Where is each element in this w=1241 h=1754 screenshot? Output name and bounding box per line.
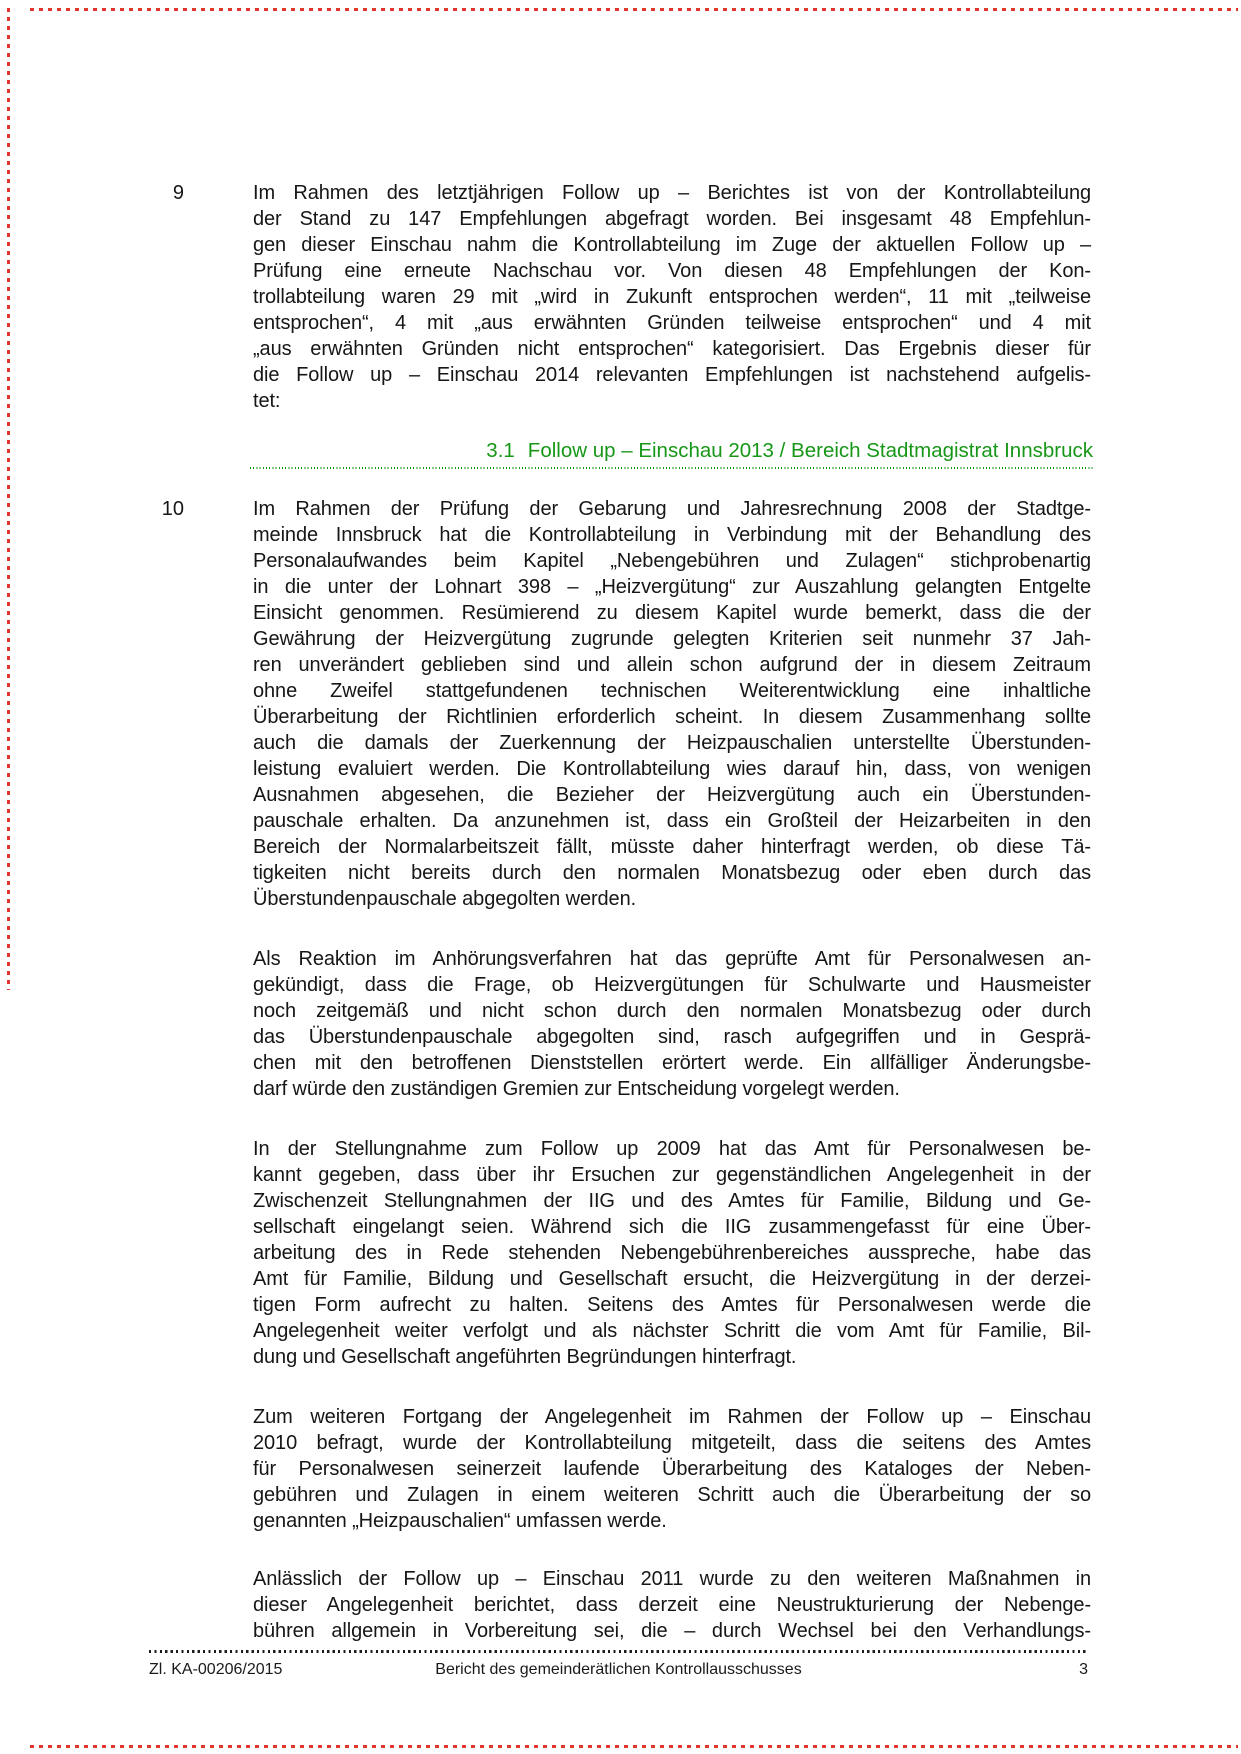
section-heading bbox=[253, 437, 1093, 464]
text-line: meinde Innsbruck hat die Kontrollabteilung in Verbindung mit der Behandlung des bbox=[253, 524, 1091, 546]
text-line: leistung evaluiert werden. Die Kontrollabteilung wies darauf hin, dass, von wenigen bbox=[253, 758, 1091, 780]
text-line: die Follow up – Einschau 2014 relevanten Empfehlungen ist nachstehend aufgelis- bbox=[253, 364, 1091, 386]
paragraph-number-9: 9 bbox=[172, 182, 184, 204]
text-line: auch die damals der Zuerkennung der Heizpauschalien unterstellte Überstunden- bbox=[253, 732, 1091, 754]
text-line: „aus erwähnten Gründen nicht entsprochen“ kategorisiert. Das Ergebnis dieser für bbox=[253, 338, 1091, 360]
text-line: bühren allgemein in Vorbereitung sei, die – durch Wechsel bei den Verhandlungs- bbox=[253, 1620, 1091, 1642]
text-line: tigkeiten nicht bereits durch den normalen Monatsbezug oder eben durch das bbox=[253, 862, 1091, 884]
paragraph-number-10: 10 bbox=[161, 498, 184, 520]
footer-document-title: Bericht des gemeinderätlichen Kontrollausschusses bbox=[435, 1661, 802, 1678]
section-heading-title: Follow up – Einschau 2013 / Bereich Stadtmagistrat Innsbruck bbox=[527, 439, 1093, 462]
text-line: Im Rahmen des letztjährigen Follow up – Berichtes ist von der Kontrollabteilung bbox=[253, 182, 1091, 204]
text-line: arbeitung des in Rede stehenden Nebengebührenbereiches ausspreche, habe das bbox=[253, 1242, 1091, 1264]
text-line: Amt für Familie, Bildung und Gesellschaft ersucht, die Heizvergütung in der derzei- bbox=[253, 1268, 1091, 1290]
footer-reference-number: Zl. KA-00206/2015 bbox=[149, 1661, 283, 1678]
text-line: Als Reaktion im Anhörungsverfahren hat das geprüfte Amt für Personalwesen an- bbox=[253, 948, 1091, 970]
page-frame-top-dotted-line bbox=[30, 8, 1238, 11]
text-line: in die unter der Lohnart 398 – „Heizvergütung“ zur Auszahlung gelangten Entgelte bbox=[253, 576, 1091, 598]
text-line: kannt gegeben, dass über ihr Ersuchen zur gegenständlichen Angelegenheit in der bbox=[253, 1164, 1091, 1186]
text-line: dieser Angelegenheit berichtet, dass derzeit eine Neustrukturierung der Nebenge- bbox=[253, 1594, 1091, 1616]
text-line: Überarbeitung der Richtlinien erforderlich scheint. In diesem Zusammenhang sollte bbox=[253, 706, 1091, 728]
text-line: In der Stellungnahme zum Follow up 2009 hat das Amt für Personalwesen be- bbox=[253, 1138, 1091, 1160]
text-line: entsprochen“, 4 mit „aus erwähnten Gründen teilweise entsprochen“ und 4 mit bbox=[253, 312, 1091, 334]
text-line: Ausnahmen abgesehen, die Bezieher der Heizvergütung auch ein Überstunden- bbox=[253, 784, 1091, 806]
text-line: Personalaufwandes beim Kapitel „Nebengebühren und Zulagen“ stichprobenartig bbox=[253, 550, 1091, 572]
text-line: pauschale erhalten. Da anzunehmen ist, dass ein Großteil der Heizarbeiten in den bbox=[253, 810, 1091, 832]
footer-dotted-rule bbox=[149, 1650, 1088, 1653]
text-line: das Überstundenpauschale abgegolten sind, rasch aufgegriffen und in Gesprä- bbox=[253, 1026, 1091, 1048]
text-line: Zwischenzeit Stellungnahmen der IIG und des Amtes für Familie, Bildung und Ge- bbox=[253, 1190, 1091, 1212]
text-line: für Personalwesen seinerzeit laufende Überarbeitung des Kataloges der Neben- bbox=[253, 1458, 1091, 1480]
section-heading-number: 3.1 bbox=[486, 439, 515, 462]
page-frame-bottom-dotted-line bbox=[30, 1745, 1238, 1748]
text-line: der Stand zu 147 Empfehlungen abgefragt worden. Bei insgesamt 48 Empfehlun- bbox=[253, 208, 1091, 230]
text-line: ren unverändert geblieben sind und allein schon aufgrund der in diesem Zeitraum bbox=[253, 654, 1091, 676]
section-heading-dotted-rule bbox=[250, 467, 1095, 469]
text-line: Im Rahmen der Prüfung der Gebarung und Jahresrechnung 2008 der Stadtge- bbox=[253, 498, 1091, 520]
text-line: Gewährung der Heizvergütung zugrunde gelegten Kriterien seit nunmehr 37 Jah- bbox=[253, 628, 1091, 650]
text-line: Angelegenheit weiter verfolgt und als nächster Schritt die vom Amt für Familie, Bil- bbox=[253, 1320, 1091, 1342]
paragraph-9-text bbox=[253, 180, 1091, 414]
paragraph-10-block-4 bbox=[253, 1404, 1091, 1534]
paragraph-10-block-3 bbox=[253, 1136, 1091, 1370]
text-line: dung und Gesellschaft angeführten Begründungen hinterfragt. bbox=[253, 1346, 797, 1368]
text-line: gebühren und Zulagen in einem weiteren Schritt auch die Überarbeitung der so bbox=[253, 1484, 1091, 1506]
text-line: tet: bbox=[253, 390, 281, 412]
text-line: Bereich der Normalarbeitszeit fällt, müsste daher hinterfragt werden, ob diese Tä- bbox=[253, 836, 1091, 858]
text-line: ohne Zweifel stattgefundenen technischen Weiterentwicklung eine inhaltliche bbox=[253, 680, 1091, 702]
text-line: chen mit den betroffenen Dienststellen erörtert werde. Ein allfälliger Änderungsbe- bbox=[253, 1052, 1091, 1074]
text-line: genannten „Heizpauschalien“ umfassen werde. bbox=[253, 1510, 667, 1532]
text-line: Einsicht genommen. Resümierend zu diesem Kapitel wurde bemerkt, dass die der bbox=[253, 602, 1091, 624]
footer-page-number: 3 bbox=[1079, 1661, 1088, 1678]
text-line: 2010 befragt, wurde der Kontrollabteilung mitgeteilt, dass die seitens des Amtes bbox=[253, 1432, 1091, 1454]
text-line: gen dieser Einschau nahm die Kontrollabteilung im Zuge der aktuellen Follow up – bbox=[253, 234, 1091, 256]
page-frame-left-dotted-line bbox=[7, 8, 10, 990]
paragraph-10-block-1 bbox=[253, 496, 1091, 912]
text-line: Prüfung eine erneute Nachschau vor. Von diesen 48 Empfehlungen der Kon- bbox=[253, 260, 1091, 282]
text-line: tigen Form aufrecht zu halten. Seitens des Amtes für Personalwesen werde die bbox=[253, 1294, 1091, 1316]
text-line: Anlässlich der Follow up – Einschau 2011 wurde zu den weiteren Maßnahmen in bbox=[253, 1568, 1091, 1590]
text-line: Zum weiteren Fortgang der Angelegenheit im Rahmen der Follow up – Einschau bbox=[253, 1406, 1091, 1428]
text-line: darf würde den zuständigen Gremien zur Entscheidung vorgelegt werden. bbox=[253, 1078, 900, 1100]
text-line: gekündigt, dass die Frage, ob Heizvergütungen für Schulwarte und Hausmeister bbox=[253, 974, 1091, 996]
paragraph-10-block-5 bbox=[253, 1566, 1091, 1644]
text-line: trollabteilung waren 29 mit „wird in Zukunft entsprochen werden“, 11 mit „teilweise bbox=[253, 286, 1091, 308]
text-line: sellschaft eingelangt seien. Während sich die IIG zusammengefasst für eine Über- bbox=[253, 1216, 1091, 1238]
paragraph-10-block-2 bbox=[253, 946, 1091, 1102]
text-line: noch zeitgemäß und nicht schon durch den normalen Monatsbezug oder durch bbox=[253, 1000, 1091, 1022]
text-line: Überstundenpauschale abgegolten werden. bbox=[253, 888, 637, 910]
